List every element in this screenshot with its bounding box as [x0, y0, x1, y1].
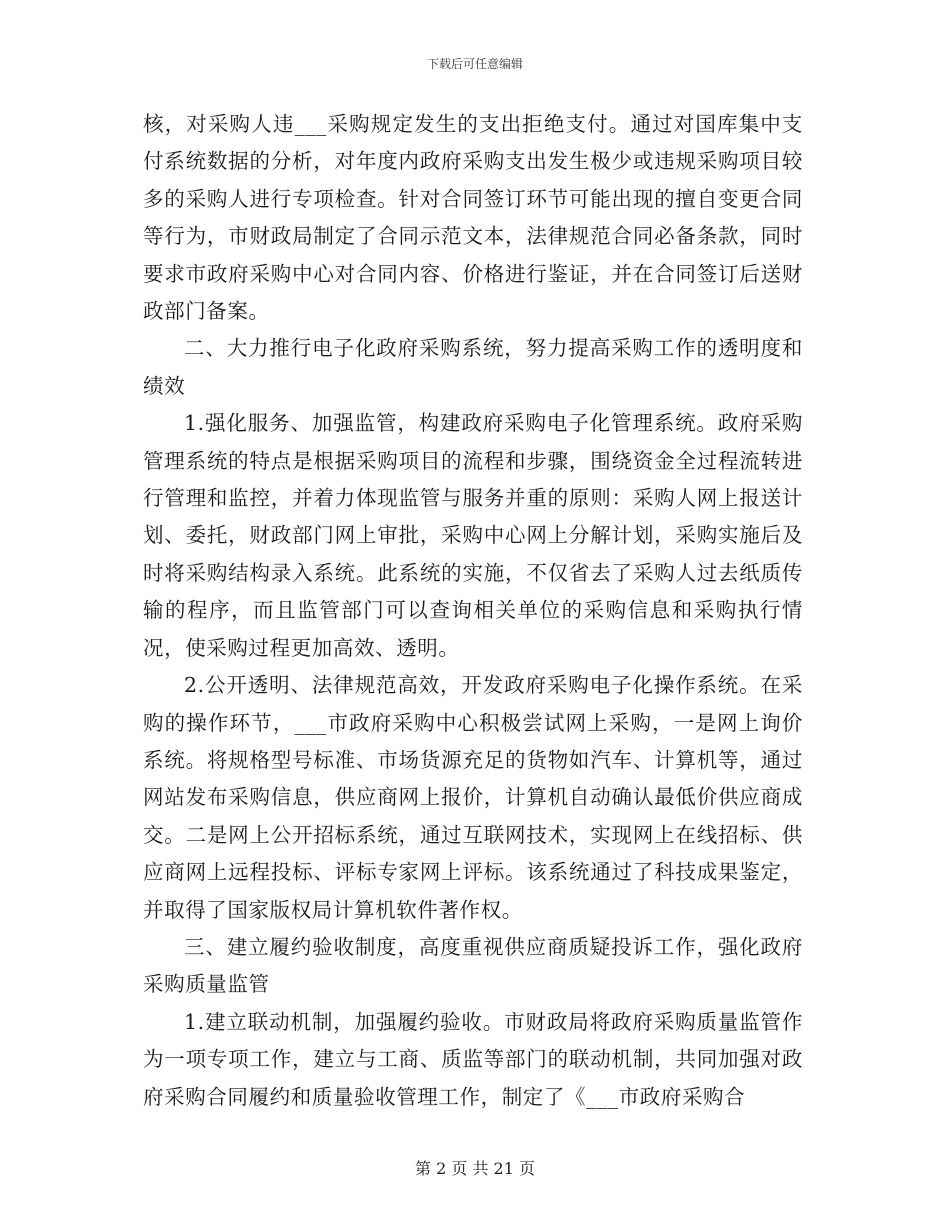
paragraph-2-2: 2.公开透明、法律规范高效，开发政府采购电子化操作系统。在采购的操作环节，___市政府采购中心积极尝试网上采购，一是网上询价系统。将规格型号标准、市场货源充足的货物如汽车、计算机等，通过网站发布采购信息，供应商网上报价，计算机自动确认最低价供应商成交。二是网上公开招标系统，通过互联网技术，实现网上在线招标、供应商网上远程投标、评标专家网上评标。该系统通过了科技成果鉴定，并取得了国家版权局计算机软件著作权。 [143, 673, 803, 922]
section-heading-3: 三、建立履约验收制度，高度重视供应商质疑投诉工作，强化政府采购质量监管 [143, 934, 803, 997]
section-heading-2: 二、大力推行电子化政府采购系统，努力提高采购工作的透明度和绩效 [143, 336, 803, 398]
page-header: 下载后可任意编辑 [426, 57, 523, 71]
paragraph-3-1: 1.建立联动机制，加强履约验收。市财政局将政府采购质量监管作为一项专项工作，建立与工商、质监等部门的联动机制，共同加强对政府采购合同履约和质量验收管理工作，制定了《___市政府采购合 [143, 1009, 803, 1109]
document-body [143, 106, 803, 1116]
paragraph-2-1: 1.强化服务、加强监管，构建政府采购电子化管理系统。政府采购管理系统的特点是根据采购项目的流程和步骤，围绕资金全过程流转进行管理和监控，并着力体现监管与服务并重的原则：采购人网上报送计划、委托，财政部门网上审批，采购中心网上分解计划，采购实施后及时将采购结构录入系统。此系统的实施，不仅省去了采购人过去纸质传输的程序，而且监管部门可以查询相关单位的采购信息和采购执行情况，使采购过程更加高效、透明。 [143, 411, 803, 660]
paragraph-continuation: 核，对采购人违___采购规定发生的支出拒绝支付。通过对国库集中支付系统数据的分析，对年度内政府采购支出发生极少或违规采购项目较多的采购人进行专项检查。针对合同签订环节可能出现的擅自变更合同等行为，市财政局制定了合同示范文本，法律规范合同必备条款，同时要求市政府采购中心对合同内容、价格进行鉴证，并在合同签订后送财政部门备案。 [143, 112, 803, 324]
page-number: 第 2 页 共 21 页 [415, 1159, 535, 1178]
